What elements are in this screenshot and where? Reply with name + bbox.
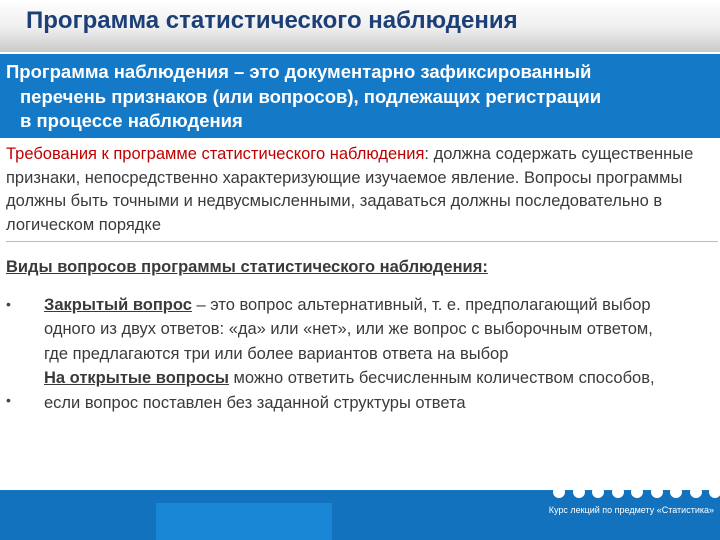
requirements-text: : должна содержать существенные признаки, непосредственно характеризующие изучаемое явление. Вопросы программы должны быть точными и недвусмысленными, задаваться должны последовательно в логическом порядке: [6, 145, 694, 234]
dot-icon: [631, 486, 643, 498]
bullet-icon: •: [6, 392, 11, 408]
footer-accent-block: [156, 503, 332, 540]
closed-question-text: – это вопрос альтернативный, т. е. предполагающий выбор одного из двух ответов: «да» или «нет», или же вопрос с выборочным ответом, где предлагаются три или более вариантов ответа на выбор: [44, 296, 653, 363]
question-types-heading: Виды вопросов программы статистического наблюдения:: [6, 258, 488, 276]
requirements-paragraph: [6, 143, 718, 237]
definition-line-1: Программа наблюдения – это документарно зафиксированный: [6, 61, 592, 82]
slide-title: Программа статистического наблюдения: [26, 7, 518, 34]
footer-dots: [553, 486, 720, 498]
requirements-lead: Требования к программе статистического наблюдения: [6, 145, 425, 163]
dot-icon: [612, 486, 624, 498]
open-questions-term: На открытые вопросы: [44, 368, 229, 387]
dot-icon: [553, 486, 565, 498]
dot-icon: [690, 486, 702, 498]
definition-text: [6, 60, 718, 134]
definition-line-3: в процессе наблюдения: [20, 110, 243, 131]
question-types-list: [44, 293, 674, 417]
section-divider: [6, 241, 718, 242]
open-questions-text: можно ответить бесчисленным количеством способов, если вопрос поставлен без заданной структуры ответа: [44, 368, 655, 413]
dot-icon: [573, 486, 585, 498]
dot-icon: [651, 486, 663, 498]
closed-question-term: Закрытый вопрос: [44, 296, 192, 314]
list-item-closed-question: [44, 293, 674, 366]
dot-icon: [670, 486, 682, 498]
dot-icon: [709, 486, 720, 498]
footer-caption: Курс лекций по предмету «Статистика»: [548, 505, 714, 515]
list-item-open-questions: [44, 366, 674, 417]
bullet-icon: •: [6, 296, 11, 312]
footer-band: [0, 491, 720, 540]
dot-icon: [592, 486, 604, 498]
definition-line-2: перечень признаков (или вопросов), подлежащих регистрации: [20, 85, 602, 107]
